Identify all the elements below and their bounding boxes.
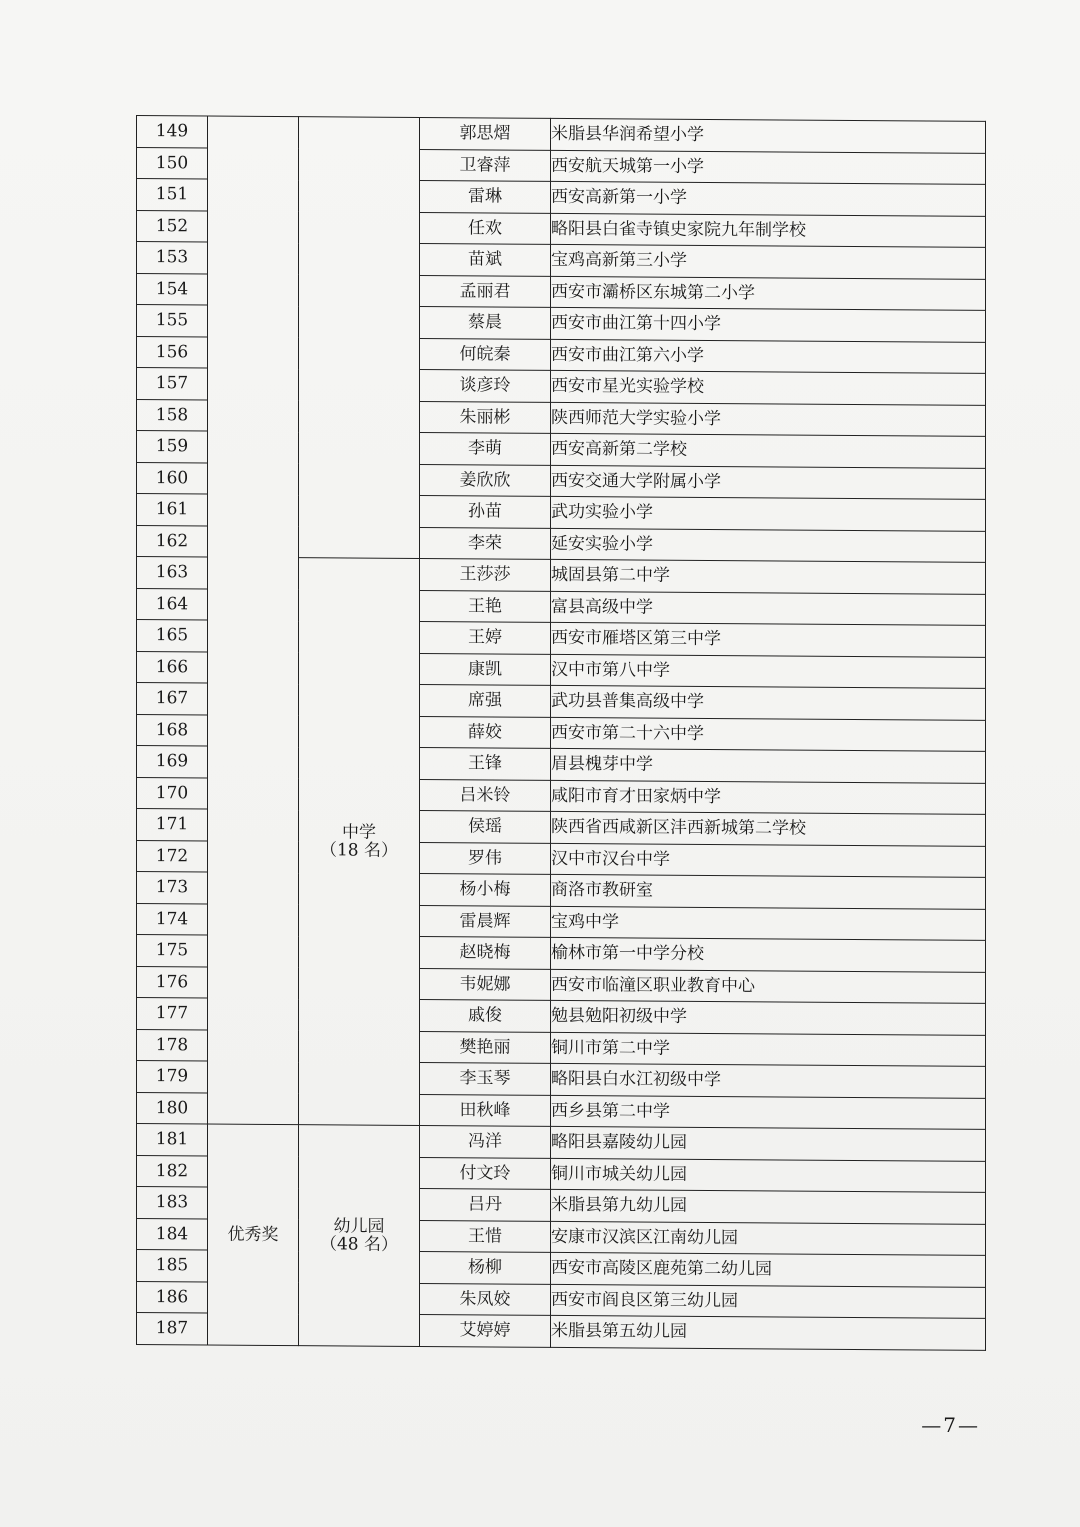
person-name: 雷晨辉: [420, 905, 551, 937]
school-name: 商洛市教研室: [551, 874, 986, 909]
person-name: 何皖秦: [420, 338, 551, 370]
person-name: 苗斌: [420, 243, 551, 275]
person-name: 王惜: [420, 1220, 551, 1252]
row-number: 176: [137, 966, 208, 998]
school-name: 铜川市第二中学: [551, 1032, 986, 1067]
person-name: 罗伟: [420, 842, 551, 874]
row-number: 171: [137, 809, 208, 841]
category-cell-kindergarten: [299, 1125, 420, 1346]
category-cell-middle-school: [299, 558, 420, 1126]
row-number: 154: [137, 273, 208, 305]
row-number: 181: [137, 1124, 208, 1156]
person-name: 王锋: [420, 747, 551, 779]
row-number: 165: [137, 620, 208, 652]
category-count: （18 名）: [319, 840, 399, 861]
school-name: 西安市临潼区职业教育中心: [551, 969, 986, 1004]
row-number: 155: [137, 305, 208, 337]
school-name: 陕西师范大学实验小学: [551, 402, 986, 437]
school-name: 西安市第二十六中学: [551, 717, 986, 752]
school-name: 铜川市城关幼儿园: [551, 1158, 986, 1193]
row-number: 151: [137, 179, 208, 211]
row-number: 175: [137, 935, 208, 967]
school-name: 西安市曲江第十四小学: [551, 307, 986, 342]
person-name: 康凯: [420, 653, 551, 685]
person-name: 王艳: [420, 590, 551, 622]
person-name: 谈彦玲: [420, 369, 551, 401]
row-number: 168: [137, 714, 208, 746]
person-name: 吕米铃: [420, 779, 551, 811]
person-name: 李玉琴: [420, 1062, 551, 1094]
person-name: 杨小梅: [420, 873, 551, 905]
school-name: 武功实验小学: [551, 496, 986, 531]
row-number: 163: [137, 557, 208, 589]
person-name: 艾婷婷: [420, 1314, 551, 1346]
person-name: 朱凤姣: [420, 1283, 551, 1315]
school-name: 略阳县嘉陵幼儿园: [551, 1126, 986, 1161]
row-number: 152: [137, 210, 208, 242]
school-name: 武功县普集高级中学: [551, 685, 986, 720]
person-name: 戚俊: [420, 999, 551, 1031]
row-number: 187: [137, 1313, 208, 1345]
person-name: 孙苗: [420, 495, 551, 527]
person-name: 韦妮娜: [420, 968, 551, 1000]
person-name: 孟丽君: [420, 275, 551, 307]
school-name: 西安高新第一小学: [551, 181, 986, 216]
row-number: 161: [137, 494, 208, 526]
category-cell-primary: [299, 117, 420, 559]
person-name: 田秋峰: [420, 1094, 551, 1126]
person-name: 王莎莎: [420, 558, 551, 590]
school-name: 宝鸡中学: [551, 906, 986, 941]
person-name: 冯洋: [420, 1125, 551, 1157]
roster-body: [137, 116, 986, 1350]
row-number: 157: [137, 368, 208, 400]
person-name: 席强: [420, 684, 551, 716]
row-number: 159: [137, 431, 208, 463]
category-label: 幼儿园: [333, 1216, 385, 1237]
row-number: 174: [137, 903, 208, 935]
school-name: 宝鸡高新第三小学: [551, 244, 986, 279]
school-name: 米脂县华润希望小学: [551, 118, 986, 153]
person-name: 李荣: [420, 527, 551, 559]
row-number: 166: [137, 651, 208, 683]
school-name: 西安市雁塔区第三中学: [551, 622, 986, 657]
row-number: 149: [137, 116, 208, 148]
row-number: 150: [137, 147, 208, 179]
row-number: 186: [137, 1281, 208, 1313]
person-name: 郭思熠: [420, 117, 551, 149]
person-name: 樊艳丽: [420, 1031, 551, 1063]
school-name: 略阳县白水江初级中学: [551, 1063, 986, 1098]
row-number: 164: [137, 588, 208, 620]
row-number: 167: [137, 683, 208, 715]
row-number: 160: [137, 462, 208, 494]
school-name: 眉县槐芽中学: [551, 748, 986, 783]
person-name: 卫睿萍: [420, 149, 551, 181]
school-name: 陕西省西咸新区沣西新城第二学校: [551, 811, 986, 846]
table-row: [137, 1124, 986, 1161]
person-name: 赵晓梅: [420, 936, 551, 968]
school-name: 西安市阎良区第三幼儿园: [551, 1284, 986, 1319]
school-name: 西安市高陵区鹿苑第二幼儿园: [551, 1252, 986, 1287]
school-name: 榆林市第一中学分校: [551, 937, 986, 972]
school-name: 西安市曲江第六小学: [551, 339, 986, 374]
category-count: （48 名）: [319, 1234, 399, 1255]
award-cell-empty: [208, 116, 299, 1125]
person-name: 朱丽彬: [420, 401, 551, 433]
school-name: 米脂县第九幼儿园: [551, 1189, 986, 1224]
person-name: 雷琳: [420, 180, 551, 212]
row-number: 170: [137, 777, 208, 809]
person-name: 姜欣欣: [420, 464, 551, 496]
person-name: 蔡晨: [420, 306, 551, 338]
row-number: 153: [137, 242, 208, 274]
person-name: 付文玲: [420, 1157, 551, 1189]
person-name: 李萌: [420, 432, 551, 464]
row-number: 172: [137, 840, 208, 872]
school-name: 米脂县第五幼儿园: [551, 1315, 986, 1350]
row-number: 169: [137, 746, 208, 778]
person-name: 任欢: [420, 212, 551, 244]
school-name: 西安高新第二学校: [551, 433, 986, 468]
person-name: 杨柳: [420, 1251, 551, 1283]
row-number: 179: [137, 1061, 208, 1093]
school-name: 西安交通大学附属小学: [551, 465, 986, 500]
school-name: 咸阳市育才田家炳中学: [551, 780, 986, 815]
row-number: 180: [137, 1092, 208, 1124]
school-name: 安康市汉滨区江南幼儿园: [551, 1221, 986, 1256]
category-label: 中学: [342, 822, 376, 843]
person-name: 吕丹: [420, 1188, 551, 1220]
school-name: 富县高级中学: [551, 591, 986, 626]
table-row: [137, 116, 986, 153]
school-name: 延安实验小学: [551, 528, 986, 563]
school-name: 汉中市汉台中学: [551, 843, 986, 878]
award-roster-table: [136, 115, 986, 1350]
person-name: 侯瑶: [420, 810, 551, 842]
row-number: 185: [137, 1250, 208, 1282]
person-name: 王婷: [420, 621, 551, 653]
school-name: 西乡县第二中学: [551, 1095, 986, 1130]
award-cell: 优秀奖: [208, 1124, 299, 1345]
school-name: 略阳县白雀寺镇史家院九年制学校: [551, 213, 986, 248]
row-number: 184: [137, 1218, 208, 1250]
school-name: 西安航天城第一小学: [551, 150, 986, 185]
row-number: 183: [137, 1187, 208, 1219]
school-name: 城固县第二中学: [551, 559, 986, 594]
row-number: 158: [137, 399, 208, 431]
row-number: 162: [137, 525, 208, 557]
page-number: —7—: [921, 1413, 980, 1437]
row-number: 156: [137, 336, 208, 368]
school-name: 汉中市第八中学: [551, 654, 986, 689]
school-name: 勉县勉阳初级中学: [551, 1000, 986, 1035]
row-number: 173: [137, 872, 208, 904]
school-name: 西安市灞桥区东城第二小学: [551, 276, 986, 311]
row-number: 182: [137, 1155, 208, 1187]
person-name: 薛姣: [420, 716, 551, 748]
row-number: 178: [137, 1029, 208, 1061]
school-name: 西安市星光实验学校: [551, 370, 986, 405]
row-number: 177: [137, 998, 208, 1030]
